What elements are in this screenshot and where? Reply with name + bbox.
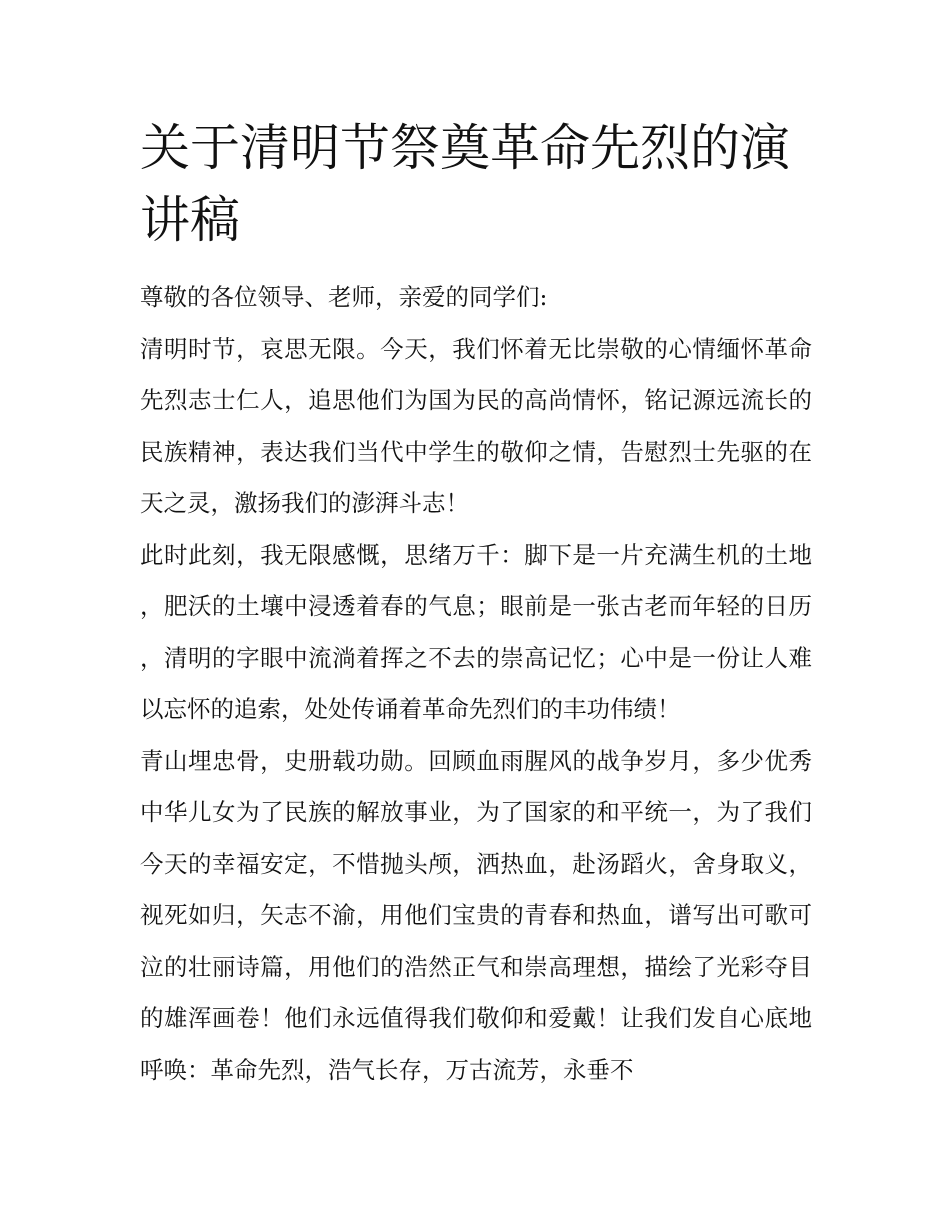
document-title: 关于清明节祭奠革命先烈的演讲稿 — [140, 119, 790, 249]
paragraph-1: 清明时节，哀思无限。今天，我们怀着无比崇敬的心情缅怀革命先烈志士仁人，追思他们为国为民的高尚情怀，铭记源远流长的民族精神，表达我们当代中学生的敬仰之情，告慰烈士先驱的在天之灵，激扬我们的澎湃斗志！ — [140, 334, 812, 517]
paragraph-2: 此时此刻，我无限感慨，思绪万千：脚下是一片充满生机的土地，肥沃的土壤中浸透着春的气息；眼前是一张古老而年轻的日历，清明的字眼中流淌着挥之不去的崇高记忆；心中是一份让人难以忘怀的追索，处处传诵着革命先烈们的丰功伟绩！ — [140, 540, 812, 723]
paragraph-3: 青山埋忠骨，史册载功勋。回顾血雨腥风的战争岁月，多少优秀中华儿女为了民族的解放事业，为了国家的和平统一，为了我们今天的幸福安定，不惜抛头颅，洒热血，赴汤蹈火，舍身取义，视死如归，矢志不渝，用他们宝贵的青春和热血，谱写出可歌可泣的壮丽诗篇，用他们的浩然正气和崇高理想，描绘了光彩夺目的雄浑画卷！他们永远值得我们敬仰和爱戴！让我们发自心底地呼唤：革命先烈，浩气长存，万古流芳，永垂不 — [140, 746, 812, 1084]
document-page — [140, 112, 812, 1096]
salutation: 尊敬的各位领导、老师，亲爱的同学们: — [140, 283, 548, 311]
